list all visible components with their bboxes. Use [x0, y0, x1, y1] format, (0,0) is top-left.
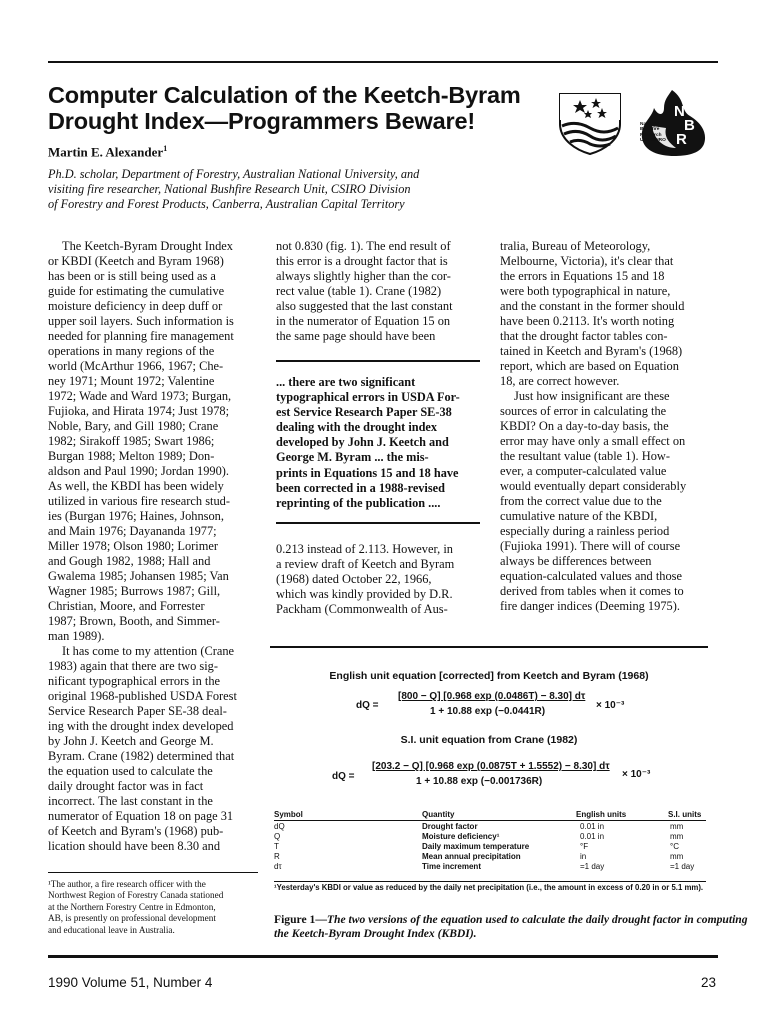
article-title — [48, 82, 548, 134]
text-line: from the correct value due to the — [500, 494, 662, 508]
cell-english: =1 day — [580, 862, 605, 871]
text-line: and the constant in the former should — [500, 299, 685, 313]
text-line: at the Northern Forestry Centre in Edmonton, — [48, 901, 216, 912]
text-line: especially during a rainless period — [500, 524, 670, 538]
text-line: The Keetch-Byram Drought Index — [62, 239, 234, 253]
text-line: dealing with the drought index — [276, 420, 438, 435]
cell-si: mm — [670, 822, 684, 831]
table-row — [274, 832, 706, 841]
text-line: 1983) again that there are two sig- — [48, 659, 218, 673]
text-line: George M. Byram ... the mis- — [276, 450, 429, 465]
footnote-rule — [48, 872, 258, 873]
text-line: 18, are correct however. — [500, 374, 620, 388]
table-top-rule — [274, 820, 706, 821]
text-line: 0.213 instead of 2.113. However, in — [276, 542, 453, 556]
text-line: guide for estimating the cumulative — [48, 284, 225, 298]
table-row — [274, 862, 706, 871]
text-line: It has come to my attention (Crane — [62, 644, 235, 658]
text-line: incorrect. The last constant in the — [48, 794, 213, 808]
text-line: and Gough 1982, 1988; Hall and — [48, 554, 211, 568]
text-line: Noble, Bary, and Gill 1980; Crane — [48, 419, 219, 433]
text-line: were both typographical in nature, — [500, 284, 671, 298]
text-line: est Service Research Paper SE-38 — [276, 405, 452, 420]
text-line: reprinting of the publication .... — [276, 495, 441, 510]
cell-si: mm — [670, 852, 684, 861]
body-column-1 — [48, 239, 254, 854]
header-english: English units — [576, 810, 627, 819]
cell-si: mm — [670, 832, 684, 841]
text-line: Christian, Moore, and Forrester — [48, 599, 205, 613]
text-line: Burgan 1988; Melton 1989; Don- — [48, 449, 215, 463]
pullquote-top-rule — [276, 360, 480, 362]
text-line: Fujioka, and Hirata 1974; Just 1978; — [48, 404, 230, 418]
cell-symbol: dτ — [274, 862, 282, 871]
text-line: have been 0.2113. It's worth noting — [500, 314, 675, 328]
text-line: the resultant value (table 1). How- — [500, 449, 670, 463]
header-si: S.I. units — [668, 810, 702, 819]
pullquote-bottom-rule — [276, 522, 480, 524]
author-footnote-marker: 1 — [163, 144, 168, 153]
eq2-denominator: 1 + 10.88 exp (−0.001736R) — [416, 776, 543, 787]
text-line: Gwalema 1985; Johansen 1985; Van — [48, 569, 229, 583]
text-line: Just how insignificant are these — [514, 389, 670, 403]
text-line: aldson and Paul 1990; Jordan 1990). — [48, 464, 230, 478]
text-line: not 0.830 (fig. 1). The end result of — [276, 239, 451, 253]
eq2-numerator: [203.2 − Q] [0.968 exp (0.0875T + 1.5552) − 8.30] dτ — [372, 761, 610, 772]
eq2-multiplier: × 10⁻³ — [622, 769, 651, 780]
text-line: which was kindly provided by D.R. — [276, 587, 453, 601]
text-line: would eventually depart considerably — [500, 479, 687, 493]
table-note: ¹Yesterday's KBDI or value as reduced by the daily net precipitation (i.e., the amount in excess of 0.20 in or 5.1 mm). — [274, 883, 704, 892]
cell-quantity: Daily maximum temperature — [422, 842, 530, 851]
text-line: developed by John J. Keetch and — [276, 435, 449, 450]
cell-quantity: Time increment — [422, 862, 481, 871]
text-line: error may have only a small effect on — [500, 434, 686, 448]
author-footnote — [48, 879, 258, 936]
figure-caption — [274, 913, 748, 941]
text-line: or KBDI (Keetch and Byram 1968) — [48, 254, 224, 268]
text-line: utilized in various fire research stud- — [48, 494, 231, 508]
figure-1 — [270, 648, 748, 948]
bushfire-unit-logo — [634, 86, 712, 158]
table-row — [274, 822, 706, 831]
author-name: Martin E. Alexander$^1$ — [48, 144, 168, 160]
text-line: always be differences between — [500, 554, 652, 568]
text-line: Melbourne, Victoria), it's clear that — [500, 254, 674, 268]
text-line: the same page should have been — [276, 329, 436, 343]
cell-symbol: R — [274, 852, 280, 861]
affiliation-line: Ph.D. scholar, Department of Forestry, Australian National University, and — [48, 167, 420, 181]
text-line: needed for planning fire management — [48, 329, 234, 343]
text-line: this error is a drought factor that is — [276, 254, 448, 268]
logo-text: National Bushfire Research Unit CSIRO — [640, 122, 666, 144]
text-line: Packham (Commonwealth of Aus- — [276, 602, 448, 616]
table-row — [274, 842, 706, 851]
cell-english: in — [580, 852, 587, 861]
cell-quantity: Mean annual precipitation — [422, 852, 521, 861]
cell-quantity: Drought factor — [422, 822, 478, 831]
text-line: tralia, Bureau of Meteorology, — [500, 239, 651, 253]
text-line: upper soil layers. Such information is — [48, 314, 234, 328]
table-bottom-rule — [274, 881, 706, 882]
text-line: Northwest Region of Forestry Canada stationed — [48, 890, 224, 901]
cell-english: 0.01 in — [580, 832, 605, 841]
text-line: lication should have been 8.30 and — [48, 839, 221, 853]
svg-text:B: B — [684, 117, 695, 134]
affiliation-line: visiting fire researcher, National Bushfire Research Unit, CSIRO Division — [48, 182, 411, 196]
text-line: ney 1971; Mount 1972; Valentine — [48, 374, 215, 388]
text-line: nificant typographical errors in the — [48, 674, 221, 688]
text-line: in the numerator of Equation 15 on — [276, 314, 451, 328]
text-line: original 1968-published USDA Forest — [48, 689, 237, 703]
text-line: by John J. Keetch and George M. — [48, 734, 214, 748]
text-line: world (McArthur 1966, 1967; Che- — [48, 359, 224, 373]
body-column-2-bottom — [276, 542, 480, 617]
text-line: the errors in Equations 15 and 18 — [500, 269, 665, 283]
text-line: KBDI? On a day-to-day basis, the — [500, 419, 669, 433]
text-line: moisture deficiency in deep duff or — [48, 299, 223, 313]
eq1-heading: English unit equation [corrected] from Keetch and Byram (1968) — [329, 670, 649, 682]
cell-symbol: Q — [274, 832, 281, 841]
text-line: report, which are based on Equation — [500, 359, 679, 373]
cell-english: °F — [580, 842, 589, 851]
text-line: Service Research Paper SE-38 deal- — [48, 704, 227, 718]
text-line: As well, the KBDI has been widely — [48, 479, 224, 493]
eq2-heading: S.I. unit equation from Crane (1982) — [400, 734, 578, 746]
text-line: (1968) dated October 22, 1966, — [276, 572, 432, 586]
text-line: Wagner 1985; Burrows 1987; Gill, — [48, 584, 221, 598]
text-line: ies (Burgan 1976; Haines, Johnson, — [48, 509, 224, 523]
text-line: typographical errors in USDA For- — [276, 390, 460, 405]
affiliation-line: of Forestry and Forest Products, Canberra, Australian Capital Territory — [48, 197, 405, 211]
text-line: Byram. Crane (1982) determined that — [48, 749, 235, 763]
cell-symbol: T — [274, 842, 279, 851]
title-line: Computer Calculation of the Keetch-Byram — [48, 82, 521, 108]
text-line: derived from tables when it comes to — [500, 584, 684, 598]
eq1-numerator: [800 − Q] [0.968 exp (0.0486T) − 8.30] dτ — [398, 691, 586, 702]
text-line: 1972; Wade and Ward 1973; Burgan, — [48, 389, 232, 403]
table-header-row — [274, 810, 706, 819]
cell-symbol: dQ — [274, 822, 285, 831]
text-line: a review draft of Keetch and Byram — [276, 557, 455, 571]
body-column-2-top — [276, 239, 480, 344]
text-line: operations in many regions of the — [48, 344, 215, 358]
text-line: 1987; Brown, Booth, and Simmer- — [48, 614, 220, 628]
top-rule — [48, 61, 718, 63]
text-line: ¹The author, a fire research officer with the — [48, 879, 206, 889]
text-line: rect value (table 1). Crane (1982) — [276, 284, 442, 298]
eq1-lhs: dQ = — [356, 700, 379, 711]
table-row — [274, 852, 706, 861]
text-line: tained in Keetch and Byram's (1968) — [500, 344, 683, 358]
cell-si: =1 day — [670, 862, 695, 871]
text-line: ever, a computer-calculated value — [500, 464, 667, 478]
page-number: 23 — [700, 975, 716, 990]
cell-english: 0.01 in — [580, 822, 605, 831]
text-line: daily drought factor was in fact — [48, 779, 204, 793]
eq2-lhs: dQ = — [332, 771, 355, 782]
svg-text:N: N — [674, 103, 685, 120]
text-line: ing with the drought index developed — [48, 719, 234, 733]
text-line: the equation used to calculate the — [48, 764, 213, 778]
text-line: cumulative nature of the KBDI, — [500, 509, 658, 523]
text-line: always slightly higher than the cor- — [276, 269, 451, 283]
eq1-denominator: 1 + 10.88 exp (−0.0441R) — [430, 706, 546, 717]
cell-si: °C — [670, 842, 679, 851]
caption-line: The two versions of the equation used to calculate the daily drought factor in computing — [326, 913, 748, 926]
caption-label: Figure 1— — [274, 913, 327, 926]
text-line: and Main 1976; Dayananda 1977; — [48, 524, 217, 538]
text-line: (Fujioka 1991). There will of course — [500, 539, 681, 553]
svg-text:R: R — [676, 131, 687, 148]
bottom-rule — [48, 955, 718, 958]
text-line: AB, is presently on professional development — [48, 913, 216, 924]
text-line: of Keetch and Byram's (1968) pub- — [48, 824, 224, 838]
title-line: Drought Index—Programmers Beware! — [48, 108, 475, 134]
header-quantity: Quantity — [422, 810, 455, 819]
text-line: been corrected in a 1988-revised — [276, 480, 445, 495]
footer-issue: 1990 Volume 51, Number 4 — [48, 975, 213, 990]
text-line: ... there are two significant — [276, 375, 416, 389]
text-line: also suggested that the last constant — [276, 299, 453, 313]
text-line: fire danger indices (Deeming 1975). — [500, 599, 680, 613]
text-line: equation-calculated values and those — [500, 569, 682, 583]
body-column-3 — [500, 239, 706, 614]
pull-quote — [276, 375, 480, 511]
caption-line: the Keetch-Byram Drought Index (KBDI). — [274, 927, 477, 940]
cell-quantity: Moisture deficiency¹ — [422, 832, 500, 841]
text-line: Miller 1978; Olson 1980; Lorimer — [48, 539, 219, 553]
eq1-multiplier: × 10⁻³ — [596, 700, 625, 711]
text-line: that the drought factor tables con- — [500, 329, 668, 343]
text-line: 1982; Sirakoff 1985; Swart 1986; — [48, 434, 215, 448]
text-line: has been or is still being used as a — [48, 269, 216, 283]
shield-emblem-logo — [556, 90, 624, 156]
header-symbol: Symbol — [274, 810, 303, 819]
text-line: numerator of Equation 18 on page 31 — [48, 809, 234, 823]
text-line: prints in Equations 15 and 18 have — [276, 465, 459, 480]
text-line: sources of error in calculating the — [500, 404, 667, 418]
text-line: man 1989). — [48, 629, 105, 643]
author-affiliation — [48, 167, 508, 212]
text-line: and educational leave in Australia. — [48, 924, 175, 935]
